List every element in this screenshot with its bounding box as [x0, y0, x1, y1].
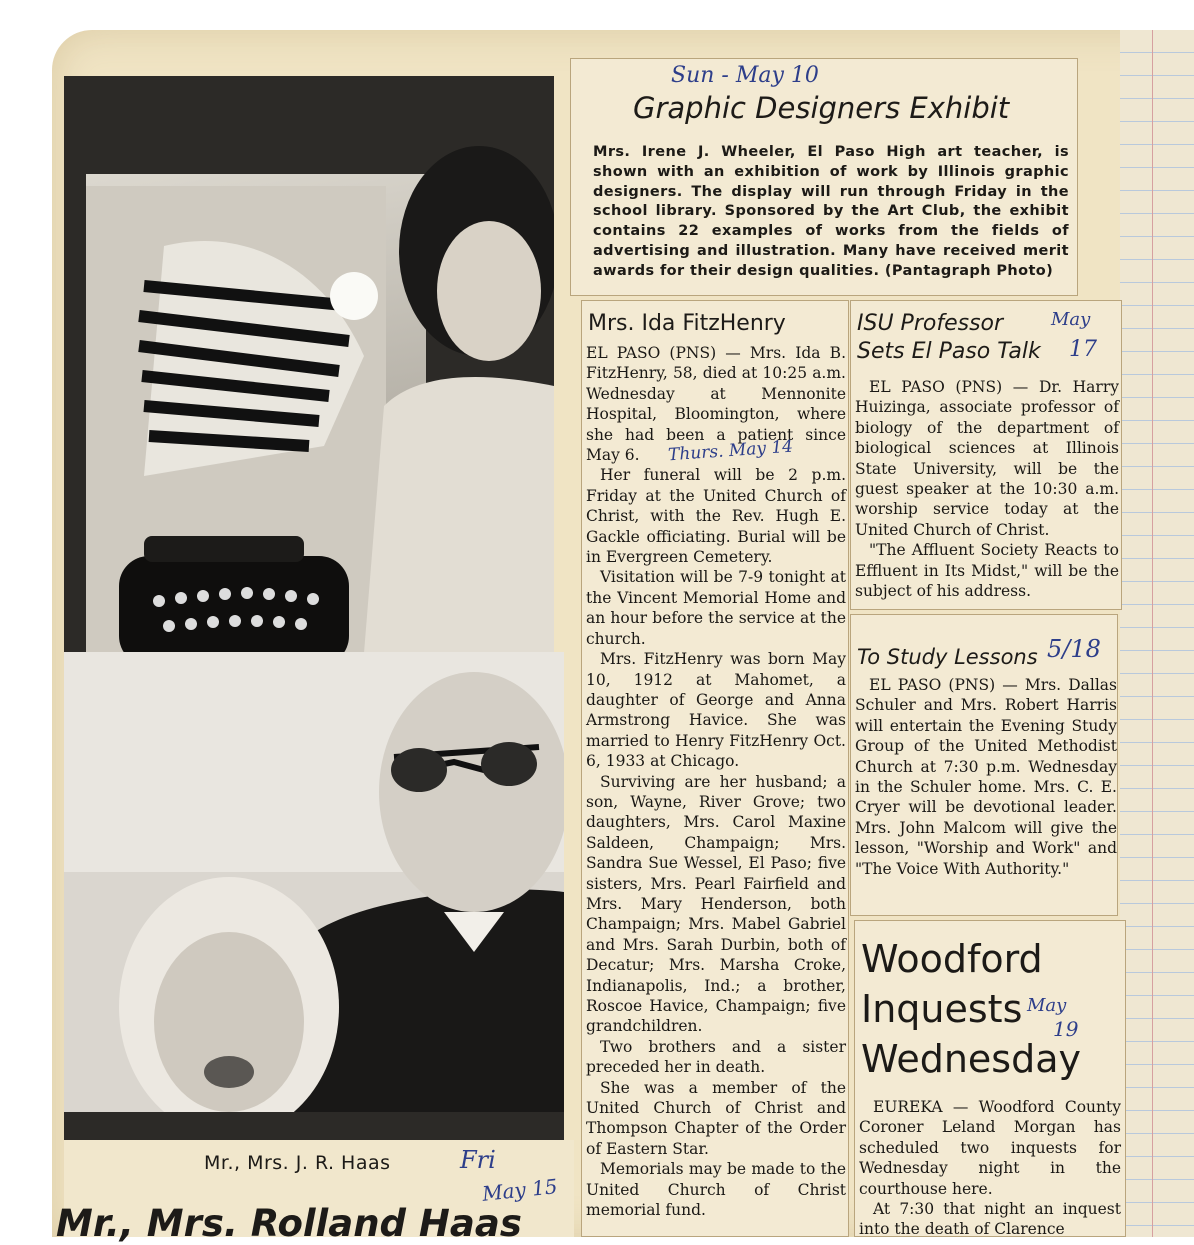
study-paragraph: EL PASO (PNS) — Mrs. Dallas Schuler and Mrs. Robert Harris will entertain the Evening Study Group of the United Methodist Church at 7:30 p.m. Wednesday in the Schuler home. Mrs. C. E. Cryer will be devotional leader. Mrs. John Malcom will give the lesson, "Worship and Work" and "The Voice With Authority." [855, 676, 1117, 878]
woodford-headline-line1: Woodford [861, 937, 1043, 981]
obituary-paragraph: Visitation will be 7-9 tonight at the Vincent Memorial Home and an hour before the service at the church. [586, 568, 846, 648]
obituary-paragraph: EL PASO (PNS) — Mrs. Ida B. FitzHenry, 58, died at 10:25 a.m. Wednesday at Mennonite Hospital, Bloomington, where she had been a patient since May 6. [586, 344, 846, 465]
obituary-paragraph: Memorials may be made to the United Church of Christ memorial fund. [586, 1160, 846, 1220]
study-headline: To Study Lessons [857, 645, 1038, 669]
haas-caption: Mr., Mrs. J. R. Haas [204, 1152, 391, 1174]
woodford-date-month: May [1027, 995, 1067, 1016]
exhibit-photo-art [64, 76, 554, 653]
isu-paragraph: EL PASO (PNS) — Dr. Harry Huizinga, associate professor of biology of the department of biological sciences at Illinois State University, will be the guest speaker at the 10:30 a.m. worship service today at the United Church of Christ. [855, 378, 1119, 539]
haas-photo-art [64, 652, 564, 1142]
isu-date-day: 17 [1069, 337, 1097, 362]
haas-date-date: May 15 [480, 1174, 559, 1206]
woodford-clipping [854, 920, 1126, 1237]
obituary-paragraph: She was a member of the United Church of Christ and Thompson Chapter of the Order of Eastern Star. [586, 1078, 846, 1158]
study-clipping [850, 614, 1118, 916]
exhibit-headline: Graphic Designers Exhibit [633, 91, 1010, 125]
woodford-paragraph: At 7:30 that night an inquest into the death of Clarence [859, 1200, 1121, 1239]
obituary-paragraph: Surviving are her husband; a son, Wayne, River Grove; two daughters, Mrs. Carol Maxine Saldeen, Champaign; Mrs. Sandra Sue Wessel, El Paso; five sisters, Mrs. Pearl Fairfield and Mrs. Mary Henderson, both Champaign; Mrs. Mabel Gabriel and Mrs. Sarah Durbin, both of Decatur; Mrs. Marsha Croke, Indianapolis, Ind.; a brother, Roscoe Havice, Champaign; five grandchildren. [586, 772, 846, 1036]
woodford-paragraph: EUREKA — Woodford County Coroner Leland Morgan has scheduled two inquests for Wednesday night in the courthouse here. [859, 1098, 1121, 1198]
haas-date-day: Fri [460, 1146, 496, 1174]
obituary-paragraph: Her funeral will be 2 p.m. Friday at the United Church of Christ, with the Rev. Hugh E. Gackle officiating. Burial will be in Evergreen Cemetery. [586, 466, 846, 567]
exhibit-photo [64, 76, 554, 653]
study-date-note: 5/18 [1047, 635, 1101, 663]
margin-line [1152, 30, 1153, 1237]
isu-clipping [850, 300, 1122, 610]
isu-body [855, 377, 1119, 601]
obituary-paragraph: Two brothers and a sister preceded her in death. [586, 1037, 846, 1077]
exhibit-clipping [570, 58, 1078, 296]
haas-caption-clipping [56, 1140, 574, 1245]
study-body [855, 675, 1117, 879]
isu-headline-line2: Sets El Paso Talk [857, 339, 1041, 364]
obituary-date-note: Thurs. May 14 [667, 436, 794, 466]
haas-headline: Mr., Mrs. Rolland Haas [56, 1202, 522, 1245]
ruled-paper-edge [1120, 30, 1194, 1237]
exhibit-body: Mrs. Irene J. Wheeler, El Paso High art teacher, is shown with an exhibition of work by Illinois graphic designers. The display will run through Friday in the school library. Sponsored by the Art Club, the exhibit contains 22 examples of works from the fields of advertising and illustration. Many have received merit awards for their design qualities. (Pantagraph Photo) [593, 144, 1069, 279]
obituary-paragraph: Mrs. FitzHenry was born May 10, 1912 at Mahomet, a daughter of George and Anna Armstrong Havice. She was married to Henry FitzHenry Oct. 6, 1933 at Chicago. [586, 650, 846, 771]
obituary-headline: Mrs. Ida FitzHenry [588, 311, 786, 336]
isu-date-month: May [1051, 309, 1091, 330]
woodford-body [859, 1097, 1121, 1240]
isu-headline-line1: ISU Professor [857, 311, 1004, 336]
obituary-clipping [581, 300, 849, 1237]
woodford-headline-line3: Wednesday [861, 1037, 1082, 1081]
haas-photo [64, 652, 564, 1142]
exhibit-date-note: Sun - May 10 [671, 63, 819, 88]
isu-paragraph: "The Affluent Society Reacts to Effluent in Its Midst," will be the subject of his address. [855, 541, 1119, 601]
woodford-date-day: 19 [1053, 1017, 1079, 1041]
obituary-body [586, 343, 846, 1220]
woodford-headline-line2: Inquests [861, 987, 1023, 1031]
